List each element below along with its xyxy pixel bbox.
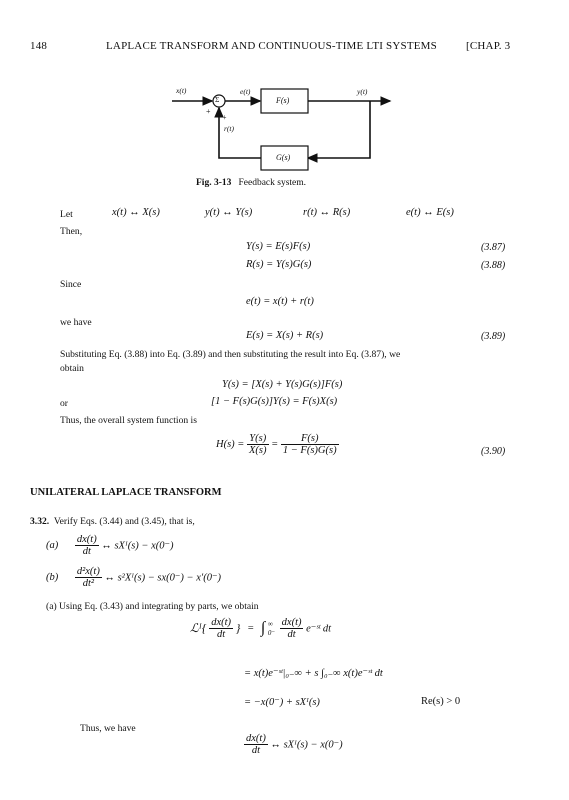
equation-e: e(t) = x(t) + r(t) — [246, 296, 314, 307]
final-result — [244, 733, 343, 756]
plus-bottom: + — [222, 113, 227, 122]
part-b-fraction — [75, 566, 102, 589]
lt-open: ℒᴵ{ — [190, 621, 207, 635]
output-label: y(t) — [357, 87, 368, 96]
feedback-block-label: G(s) — [276, 153, 291, 162]
problem-text: Verify Eqs. (3.44) and (3.45), that is, — [53, 516, 195, 527]
or-word: or — [60, 398, 68, 409]
plus-left: + — [206, 107, 211, 116]
input-label: x(t) — [176, 86, 187, 95]
h-fraction-2-denominator: 1 − F(s)G(s) — [282, 445, 337, 456]
equation-3-87: Y(s) = E(s)F(s) — [246, 241, 311, 252]
figure-caption-label: Fig. 3-13 — [196, 178, 232, 188]
transfer-function — [216, 433, 339, 456]
equation-3-89-number: (3.89) — [481, 331, 506, 342]
lt-integrand-fraction — [280, 617, 304, 640]
substitution-text-2: obtain — [60, 363, 84, 374]
h-fraction-2-numerator: F(s) — [281, 433, 339, 445]
final-fraction — [244, 733, 268, 756]
pair-r: r(t) ↔ R(s) — [303, 207, 351, 218]
figure-caption — [196, 178, 306, 188]
lt-equals: = — [247, 623, 255, 634]
then-word: Then, — [60, 226, 83, 237]
problem-number: 3.32. — [30, 516, 50, 527]
part-b-numerator: d²x(t) — [76, 566, 100, 577]
h-fraction-2 — [281, 433, 339, 456]
let-word: Let — [60, 209, 73, 220]
h-fraction-1-numerator: Y(s) — [247, 433, 269, 445]
substitution-text-1: Substituting Eq. (3.88) into Eq. (3.89) and then substituting the result into Eq. (3.87), we — [60, 349, 401, 360]
thus-we-have: Thus, we have — [80, 723, 136, 734]
sum-symbol: Σ — [215, 95, 220, 104]
lt-close: } — [235, 621, 241, 635]
h-lhs: H(s) = — [216, 439, 245, 450]
h-fraction-1 — [247, 433, 269, 456]
part-b-statement — [46, 566, 221, 589]
part-a-statement — [46, 534, 174, 557]
derivation-condition: Re(s) > 0 — [421, 696, 461, 707]
since-word: Since — [60, 279, 82, 290]
lt-lower-limit: 0⁻ — [267, 628, 276, 637]
h-fraction-1-denominator: X(s) — [249, 445, 267, 456]
equation-substitution-1: Y(s) = [X(s) + Y(s)G(s)]F(s) — [222, 379, 343, 390]
pair-y: y(t) ↔ Y(s) — [205, 207, 253, 218]
lt-fraction — [209, 617, 233, 640]
equation-3-90-number: (3.90) — [481, 446, 506, 457]
equation-3-88: R(s) = Y(s)G(s) — [246, 259, 312, 270]
we-have: we have — [60, 317, 92, 328]
chapter-label: [CHAP. 3 — [466, 40, 511, 52]
feedback-path — [308, 101, 370, 158]
h-equals: = — [271, 439, 279, 450]
lt-upper-limit: ∞ — [267, 619, 273, 628]
part-b-rhs: ↔ s²Xᴵ(s) − sx(0⁻) − x′(0⁻) — [104, 572, 222, 584]
equation-3-87-number: (3.87) — [481, 242, 506, 253]
lt-integrand-denominator: dt — [287, 629, 296, 640]
page-number: 148 — [30, 40, 48, 52]
lt-denominator: dt — [217, 629, 226, 640]
lt-numerator: dx(t) — [211, 617, 232, 628]
part-b-label: (b) — [46, 572, 59, 583]
section-title: UNILATERAL LAPLACE TRANSFORM — [30, 487, 222, 498]
final-denominator: dt — [251, 745, 260, 756]
derivation-line-1 — [190, 617, 331, 640]
lt-integral: ∫ — [260, 619, 266, 637]
part-a-rhs: ↔ sXᴵ(s) − x(0⁻) — [101, 540, 174, 552]
equation-3-89: E(s) = X(s) + R(s) — [246, 330, 324, 341]
equation-3-88-number: (3.88) — [481, 260, 506, 271]
lt-integrand-numerator: dx(t) — [281, 617, 302, 628]
forward-block-label: F(s) — [276, 96, 290, 105]
lt-tail: e⁻ˢᵗ dt — [306, 623, 332, 635]
error-label: e(t) — [240, 87, 251, 96]
problem-statement — [30, 516, 195, 527]
part-b-denominator: dt² — [82, 578, 95, 589]
derivation-line-3: = −x(0⁻) + sXᴵ(s) — [244, 697, 320, 708]
pair-x: x(t) ↔ X(s) — [112, 207, 160, 218]
equation-substitution-2: [1 − F(s)G(s)]Y(s) = F(s)X(s) — [211, 396, 338, 407]
derivation-line-2: = x(t)e⁻ˢᵗ|₀₋∞ + s ∫₀₋∞ x(t)e⁻ˢᵗ dt — [244, 668, 383, 679]
part-a-numerator: dx(t) — [76, 534, 97, 545]
final-numerator: dx(t) — [246, 733, 266, 744]
pair-e: e(t) ↔ E(s) — [406, 207, 454, 218]
figure-caption-text: Feedback system. — [238, 178, 307, 188]
part-a-denominator: dt — [82, 546, 91, 557]
running-title: LAPLACE TRANSFORM AND CONTINUOUS-TIME LTI SYSTEMS — [106, 40, 437, 52]
part-a-fraction — [75, 534, 99, 557]
solution-a-intro: (a) Using Eq. (3.43) and integrating by parts, we obtain — [46, 601, 259, 612]
final-rhs: ↔ sXᴵ(s) − x(0⁻) — [270, 739, 343, 751]
thus-text: Thus, the overall system function is — [60, 415, 197, 426]
part-a-label: (a) — [46, 540, 59, 551]
feedback-label: r(t) — [224, 124, 234, 133]
lt-limits — [268, 620, 275, 638]
